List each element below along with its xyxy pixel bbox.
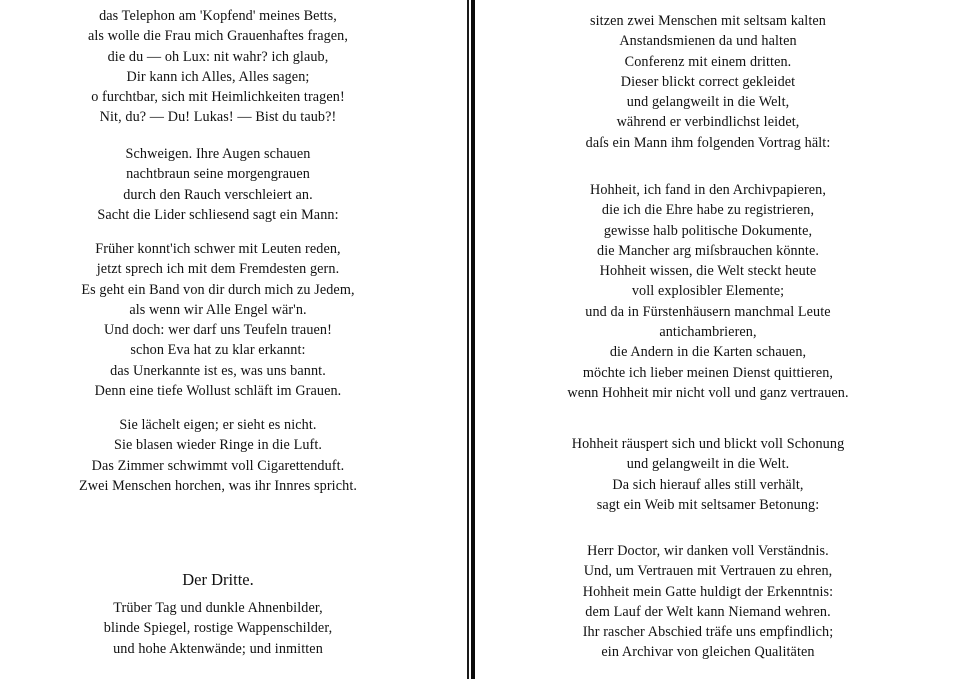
verse-line: und gelangweilt in die Welt, — [626, 94, 790, 111]
verse-line: Conferenz mit einem dritten. — [624, 53, 792, 70]
verse-line: Früher konnt'ich schwer mit Leuten reden, — [95, 241, 341, 257]
verse-line: und gelangweilt in die Welt. — [626, 456, 790, 473]
verse-line: die du — oh Lux: nit wahr? ich glaub, — [107, 48, 329, 65]
verse-line: Hohheit mein Gatte huldigt der Erkenntnis: — [582, 583, 834, 600]
verse-line: die ich die Ehre habe zu registrieren, — [601, 202, 815, 219]
verse-line: Zwei Menschen horchen, was ihr Innres spricht. — [78, 477, 358, 494]
verse-line: Schweigen. Ihre Augen schauen — [125, 146, 311, 162]
verse-line: während er verbindlichst leidet, — [616, 114, 800, 131]
verse-line: Sie lächelt eigen; er sieht es nicht. — [119, 417, 317, 433]
verse-line: Dieser blickt correct gekleidet — [620, 73, 796, 90]
section-title: Der Dritte. — [182, 570, 254, 589]
verse-line: Herr Doctor, wir danken voll Verständnis. — [587, 543, 829, 559]
stanza — [68, 415, 368, 496]
verse-line: Dir kann ich Alles, Alles sagen; — [126, 68, 310, 85]
verse-line: das Telephon am 'Kopfend' meines Betts, — [99, 8, 337, 24]
verse-line: blinde Spiegel, rostige Wappenschilder, — [103, 620, 333, 637]
verse-line: die Andern in die Karten schauen, — [609, 344, 807, 361]
verse-line: Das Zimmer schwimmt voll Cigarettenduft. — [91, 457, 345, 474]
verse-line: als wolle die Frau mich Grauenhaftes fragen, — [87, 28, 349, 45]
verse-line: die Mancher arg miſsbrauchen könnte. — [597, 242, 819, 259]
verse-line: wenn Hohheit mir nicht voll und ganz vertrauen. — [567, 384, 849, 401]
verse-line: Nit, du? — Du! Lukas! — Bist du taub?! — [99, 109, 337, 126]
verse-line: und hohe Aktenwände; und inmitten — [113, 640, 323, 657]
verse-line: nachtbraun seine morgengrauen — [126, 166, 310, 183]
stanza — [548, 434, 868, 515]
stanza — [548, 11, 868, 153]
verse-line: jetzt sprech ich mit dem Fremdesten gern. — [96, 261, 340, 278]
verse-line: durch den Rauch verschleiert an. — [123, 186, 313, 203]
verse-line: gewisse halb politische Dokumente, — [603, 222, 813, 239]
verse-line: als wenn wir Alle Engel wär'n. — [129, 301, 307, 318]
left-page — [0, 0, 466, 679]
verse-line: sitzen zwei Menschen mit seltsam kalten — [590, 13, 826, 29]
verse-line: Und doch: wer darf uns Teufeln trauen! — [104, 322, 332, 339]
verse-line: voll explosibler Elemente; — [631, 283, 785, 300]
verse-line: sagt ein Weib mit seltsamer Betonung: — [596, 496, 820, 513]
verse-line: Sacht die Lider schliesend sagt ein Mann: — [97, 206, 339, 223]
verse-line: Trüber Tag und dunkle Ahnenbilder, — [113, 600, 323, 616]
verse-line: Hohheit räuspert sich und blickt voll Schonung — [571, 436, 845, 452]
stanza — [548, 541, 868, 663]
verse-line: daſs ein Mann ihm folgenden Vortrag hält: — [585, 134, 831, 151]
stanza — [548, 180, 868, 403]
verse-line: Sie blasen wieder Ringe in die Luft. — [113, 437, 323, 454]
stanza — [68, 598, 368, 659]
right-page — [476, 0, 960, 679]
verse-line: Anstandsmienen da und halten — [619, 33, 797, 50]
book-gutter-line — [467, 0, 469, 679]
book-spine-line — [471, 0, 475, 679]
verse-line: schon Eva hat zu klar erkannt: — [130, 342, 306, 359]
verse-line: ein Archivar von gleichen Qualitäten — [601, 644, 815, 661]
stanza — [68, 144, 368, 225]
verse-line: Und, um Vertrauen mit Vertrauen zu ehren, — [583, 563, 833, 580]
verse-line: möchte ich lieber meinen Dienst quittieren, — [582, 364, 834, 381]
verse-line: o furchtbar, sich mit Heimlichkeiten tragen! — [91, 89, 345, 106]
verse-line: das Unerkannte ist es, was uns bannt. — [110, 362, 326, 379]
verse-line: Denn eine tiefe Wollust schläft im Grauen. — [94, 383, 342, 400]
stanza — [68, 239, 368, 401]
verse-line: Hohheit, ich fand in den Archivpapieren, — [589, 182, 827, 198]
verse-line: Ihr rascher Abschied träfe uns empfindlich; — [582, 624, 834, 641]
verse-line: Da sich hierauf alles still verhält, — [612, 476, 804, 493]
verse-line: Hohheit wissen, die Welt steckt heute — [599, 263, 817, 280]
verse-line: Es geht ein Band von dir durch mich zu Jedem, — [81, 281, 355, 298]
verse-line: und da in Fürstenhäusern manchmal Leute — [585, 303, 831, 320]
verse-line: antichambrieren, — [659, 324, 757, 341]
verse-line: dem Lauf der Welt kann Niemand wehren. — [585, 603, 831, 620]
stanza — [68, 6, 368, 128]
